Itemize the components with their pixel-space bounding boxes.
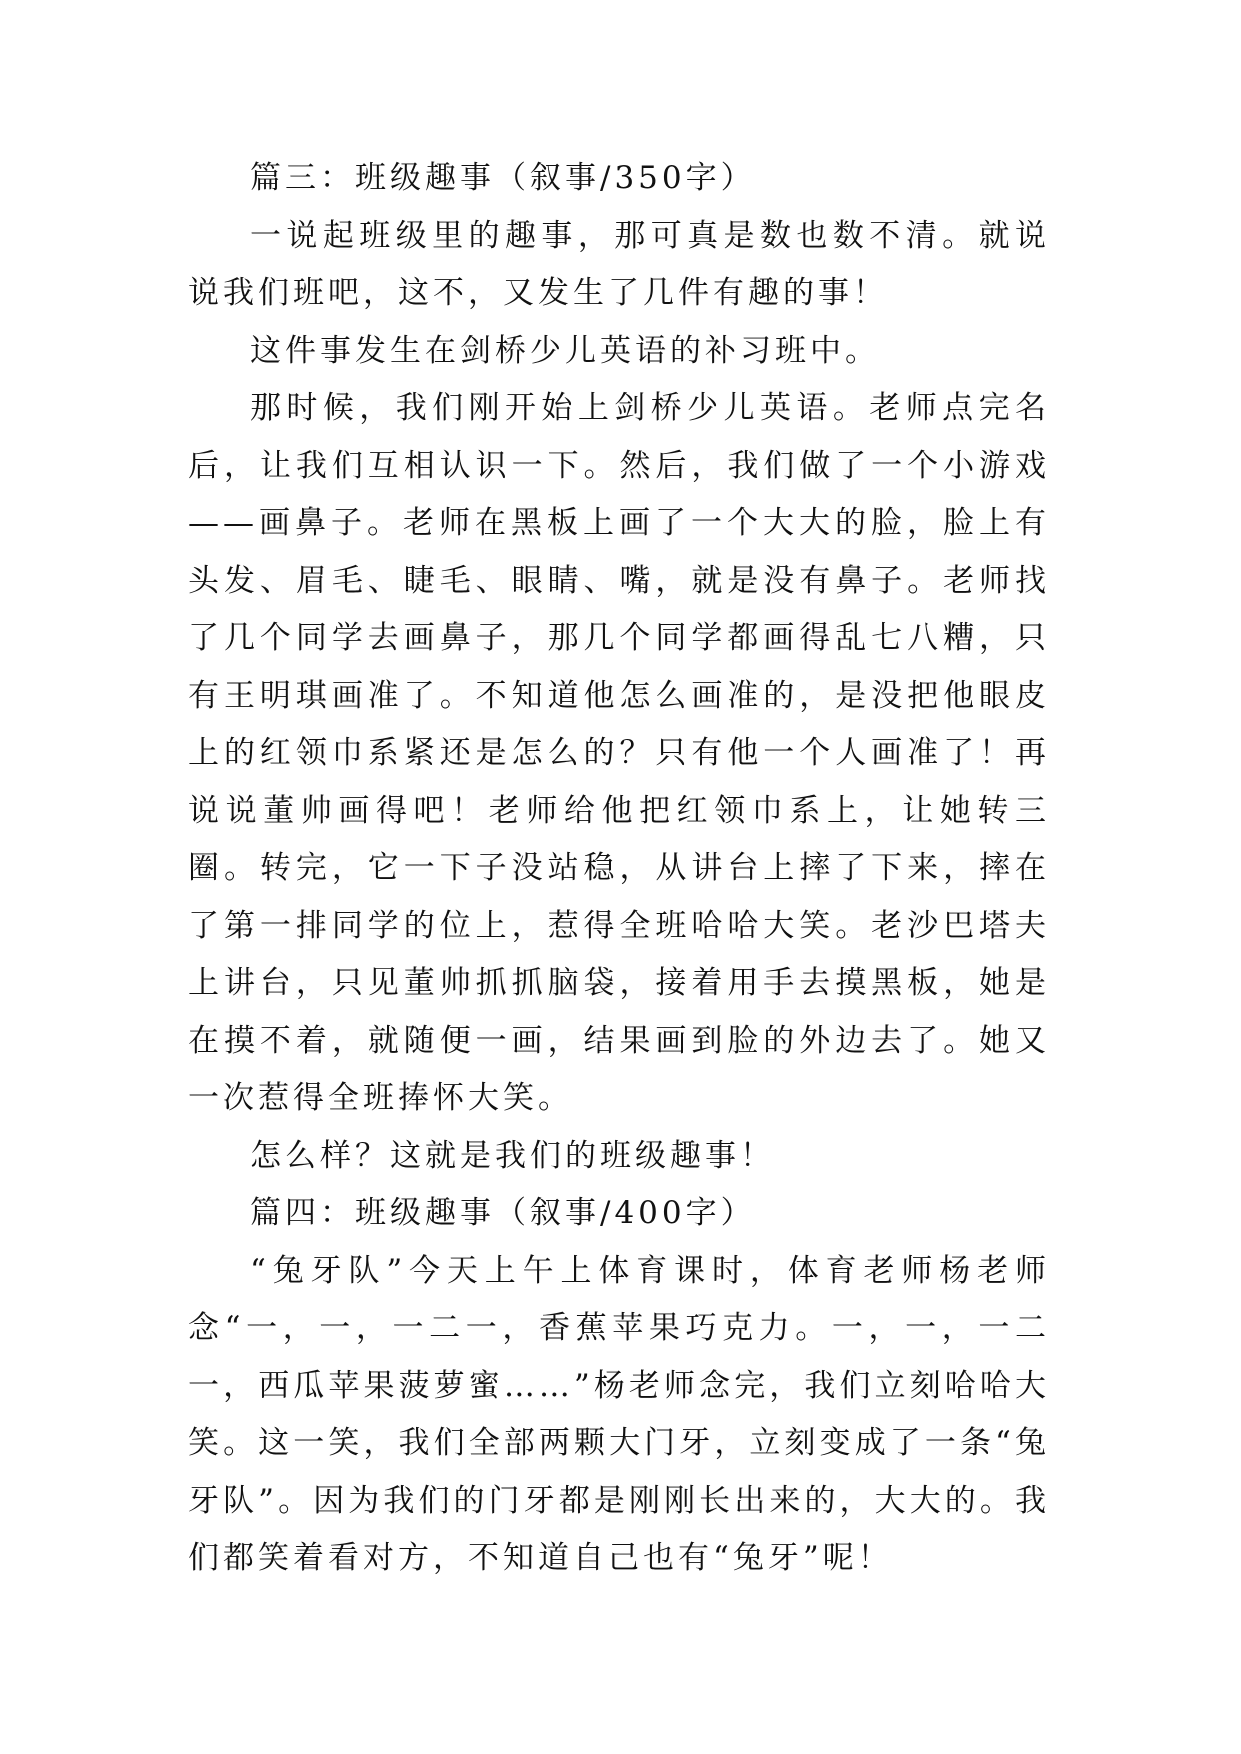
paragraph-conclusion: 怎么样？这就是我们的班级趣事！ [250, 1137, 775, 1174]
heading-part-three: 篇三：班级趣事（叙事/350字） [250, 160, 756, 196]
document-page [188, 150, 1050, 1588]
paragraph-rabbit-teeth: “兔牙队”今天上午上体育课时，体育老师杨老师念“一，一，一二一，香蕉苹果巧克力。一，一，一二一，西瓜苹果菠萝蜜……”杨老师念完，我们立刻哈哈大笑。这一笑，我们全部两颗大门牙，立刻变成了一条“兔牙队”。因为我们的门牙都是刚刚长出来的，大大的。我们都笑着看对方，不知道自己也有“兔牙”呢！ [188, 1252, 1050, 1576]
paragraph-setting: 这件事发生在剑桥少儿英语的补习班中。 [250, 332, 880, 369]
paragraph-intro: 一说起班级里的趣事，那可真是数也数不清。就说说我们班吧，这不，又发生了几件有趣的事！ [188, 217, 1050, 311]
paragraph-story: 那时候，我们刚开始上剑桥少儿英语。老师点完名后，让我们互相认识一下。然后，我们做了一个小游戏——画鼻子。老师在黑板上画了一个大大的脸，脸上有头发、眉毛、睫毛、眼睛、嘴，就是没有鼻子。老师找了几个同学去画鼻子，那几个同学都画得乱七八糟，只有王明琪画准了。不知道他怎么画准的，是没把他眼皮上的红领巾系紧还是怎么的？只有他一个人画准了！再说说董帅画得吧！老师给他把红领巾系上，让她转三圈。转完，它一下子没站稳，从讲台上摔了下来，摔在了第一排同学的位上，惹得全班哈哈大笑。老沙巴塔夫上讲台，只见董帅抓抓脑袋，接着用手去摸黑板，她是在摸不着，就随便一画，结果画到脸的外边去了。她又一次惹得全班捧怀大笑。 [188, 390, 1050, 1116]
heading-part-four: 篇四：班级趣事（叙事/400字） [250, 1195, 756, 1231]
